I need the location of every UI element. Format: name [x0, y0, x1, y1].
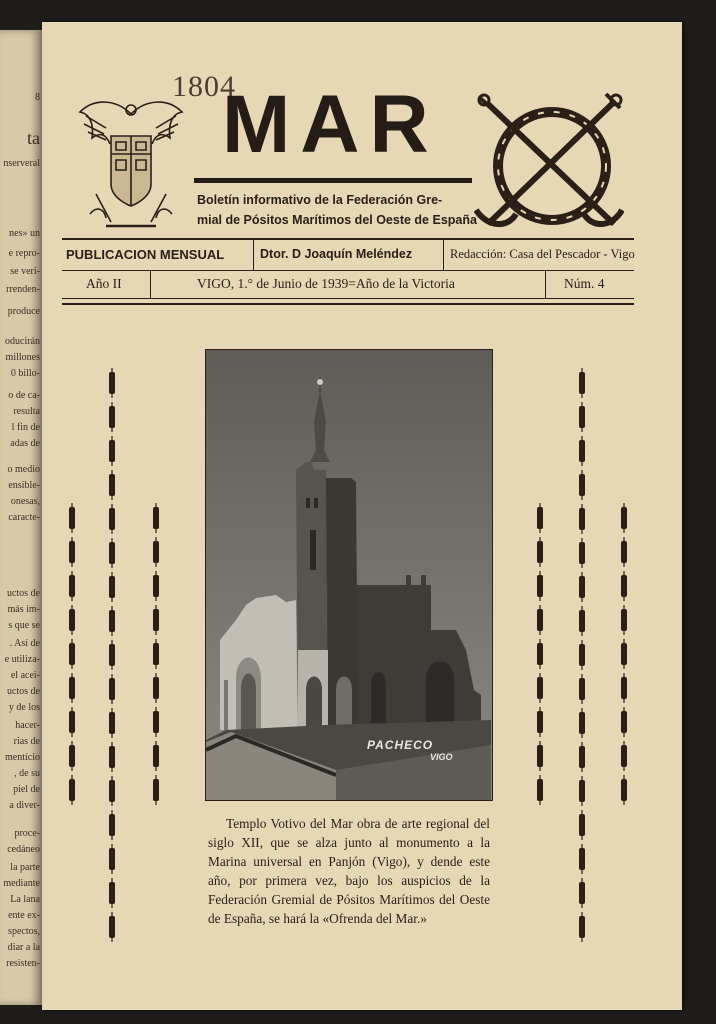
- left-page-text-fragment: rrenden-: [6, 284, 40, 295]
- left-page-text-fragment: . Así de: [9, 638, 40, 649]
- left-page-text-fragment: mentício: [5, 752, 40, 763]
- left-page-text-fragment: oducirán: [5, 336, 40, 347]
- ornament-line: [155, 673, 156, 703]
- ornament-line: [111, 402, 112, 432]
- ornament-line: [581, 674, 582, 704]
- ornament-line: [155, 639, 156, 669]
- left-page-text-fragment: l fin de: [11, 422, 40, 433]
- divider: [150, 271, 151, 299]
- decorative-ornament-left: [60, 362, 170, 942]
- left-page-text-fragment: ensible-: [8, 480, 40, 491]
- rule-lower: [62, 298, 634, 299]
- coat-of-arms-icon: [76, 94, 186, 232]
- ornament-line: [71, 775, 72, 805]
- left-page-text-fragment: 0 billo-: [10, 368, 40, 379]
- ornament-line: [71, 537, 72, 567]
- issue-label: Núm. 4: [564, 276, 605, 291]
- left-page-text-fragment: e repro-: [8, 248, 40, 259]
- left-page-text-fragment: y de los: [8, 702, 40, 713]
- publication-year: Año II: [86, 276, 122, 291]
- ornament-line: [581, 504, 582, 534]
- masthead-subtitle: [197, 190, 517, 230]
- left-page-text-fragment: onesas,: [10, 496, 40, 507]
- ornament-line: [111, 640, 112, 670]
- ornament-line: [581, 708, 582, 738]
- ornament-line: [581, 878, 582, 908]
- ornament-line: [539, 639, 540, 669]
- ornament-line: [581, 470, 582, 500]
- ornament-line: [111, 912, 112, 942]
- adjacent-page-edge: [0, 30, 42, 1005]
- left-page-text-fragment: uctos de: [6, 686, 40, 697]
- ornament-line: [539, 571, 540, 601]
- handwritten-issue-number: 1804: [172, 70, 236, 103]
- left-page-text-fragment: diar a la: [7, 942, 40, 953]
- left-page-text-fragment: adas de: [10, 438, 40, 449]
- ornament-line: [539, 707, 540, 737]
- ornament-line: [111, 708, 112, 738]
- ornament-line: [581, 538, 582, 568]
- left-page-text-fragment: nserveral: [3, 158, 40, 169]
- ornament-line: [539, 741, 540, 771]
- divider: [253, 240, 254, 270]
- masthead-title: MAR: [222, 79, 439, 170]
- ornament-line: [539, 503, 540, 533]
- ornament-line: [155, 537, 156, 567]
- left-page-text-fragment: 8: [35, 92, 40, 103]
- ornament-line: [71, 605, 72, 635]
- left-page-text-fragment: hacer-: [15, 720, 40, 731]
- left-page-text-fragment: uctos de: [6, 588, 40, 599]
- left-page-text-fragment: millones: [5, 352, 40, 363]
- left-page-text-fragment: , de su: [14, 768, 40, 779]
- photo-caption: Templo Votivo del Mar obra de arte regional del siglo XII, que se alza junto al monumento a la Marina universal en Panjón (Vigo), y dende este año, por primera vez, bajo los auspicios de la Federación Gremial de Pósitos Marítimos del Oeste de España, se hará la «Ofrenda del Mar.»: [208, 816, 490, 926]
- ornament-line: [539, 775, 540, 805]
- ornament-line: [581, 572, 582, 602]
- ornament-line: [623, 775, 624, 805]
- left-page-text-fragment: la parte: [10, 862, 40, 873]
- publication-frequency: PUBLICACION MENSUAL: [66, 247, 225, 262]
- ornament-line: [111, 810, 112, 840]
- left-page-text-fragment: el acei-: [10, 670, 40, 681]
- rule-middle: [62, 270, 634, 271]
- ornament-line: [623, 605, 624, 635]
- left-page-text-fragment: o de ca-: [8, 390, 40, 401]
- ornament-line: [155, 775, 156, 805]
- ornament-line: [111, 844, 112, 874]
- ornament-line: [111, 436, 112, 466]
- left-page-text-fragment: mediante: [3, 878, 40, 889]
- ornament-line: [111, 368, 112, 398]
- left-page-text-fragment: ta: [27, 128, 40, 148]
- ornament-line: [155, 571, 156, 601]
- ornament-line: [581, 606, 582, 636]
- ornament-line: [111, 776, 112, 806]
- ornament-line: [623, 571, 624, 601]
- ornament-line: [155, 707, 156, 737]
- ornament-line: [539, 673, 540, 703]
- ornament-line: [623, 639, 624, 669]
- ornament-line: [581, 368, 582, 398]
- ornament-line: [111, 606, 112, 636]
- ornament-line: [111, 572, 112, 602]
- divider: [545, 271, 546, 299]
- ornament-line: [111, 504, 112, 534]
- ornament-line: [623, 741, 624, 771]
- anchors-lifebuoy-icon: [474, 92, 624, 232]
- editorial-office: Redacción: Casa del Pescador - Vigo: [450, 247, 635, 261]
- photographer-signature: PACHECO: [367, 738, 434, 752]
- ornament-line: [581, 776, 582, 806]
- subtitle-line-2: mial de Pósitos Marítimos del Oeste de España: [197, 213, 477, 227]
- ornament-line: [71, 503, 72, 533]
- left-page-text-fragment: nes» un: [9, 228, 40, 239]
- left-page-text-fragment: cedáneo: [7, 844, 40, 855]
- photographer-city: VIGO: [430, 752, 453, 762]
- left-page-text-fragment: e utiliza-: [4, 654, 40, 665]
- left-page-text-fragment: resulta: [13, 406, 40, 417]
- ornament-line: [581, 640, 582, 670]
- title-rule: [194, 178, 472, 183]
- ornament-line: [155, 741, 156, 771]
- ornament-line: [111, 470, 112, 500]
- ornament-line: [623, 537, 624, 567]
- left-page-text-fragment: ente ex-: [8, 910, 40, 921]
- rule-top: [62, 238, 634, 240]
- newspaper-page: [42, 22, 682, 1010]
- ornament-line: [623, 707, 624, 737]
- divider: [443, 240, 444, 270]
- left-page-text-fragment: más im-: [7, 604, 40, 615]
- left-page-text-fragment: proce-: [14, 828, 40, 839]
- ornament-line: [581, 844, 582, 874]
- ornament-line: [581, 742, 582, 772]
- left-page-text-fragment: caracte-: [8, 512, 40, 523]
- subtitle-line-1: Boletín informativo de la Federación Gre-: [197, 193, 443, 207]
- ornament-line: [539, 537, 540, 567]
- ornament-line: [111, 674, 112, 704]
- publication-date: VIGO, 1.° de Junio de 1939=Año de la Victoria: [197, 276, 455, 291]
- ornament-line: [71, 639, 72, 669]
- left-page-text-fragment: La lana: [10, 894, 40, 905]
- ornament-line: [623, 503, 624, 533]
- ornament-line: [155, 503, 156, 533]
- decorative-ornament-right: [522, 362, 632, 942]
- left-page-text-fragment: resisten-: [6, 958, 40, 969]
- ornament-line: [155, 605, 156, 635]
- ornament-line: [111, 878, 112, 908]
- left-page-text-fragment: produce: [7, 306, 40, 317]
- left-page-text-fragment: o medio: [7, 464, 40, 475]
- ornament-line: [71, 707, 72, 737]
- left-page-text-fragment: se veri-: [10, 266, 40, 277]
- left-page-text-fragment: a diver-: [9, 800, 40, 811]
- ornament-line: [581, 810, 582, 840]
- ornament-line: [71, 673, 72, 703]
- left-page-text-fragment: s que se: [8, 620, 40, 631]
- left-page-text-fragment: piel de: [13, 784, 40, 795]
- ornament-line: [111, 538, 112, 568]
- ornament-line: [623, 673, 624, 703]
- ornament-line: [581, 912, 582, 942]
- ornament-line: [581, 436, 582, 466]
- rule-bottom: [62, 303, 634, 305]
- director-name: Dtor. D Joaquín Meléndez: [260, 247, 413, 261]
- ornament-line: [111, 742, 112, 772]
- ornament-line: [539, 605, 540, 635]
- ornament-line: [71, 571, 72, 601]
- ornament-line: [581, 402, 582, 432]
- ornament-line: [71, 741, 72, 771]
- left-page-text-fragment: rias de: [13, 736, 40, 747]
- church-photograph: [205, 349, 493, 801]
- left-page-text-fragment: spectos,: [8, 926, 40, 937]
